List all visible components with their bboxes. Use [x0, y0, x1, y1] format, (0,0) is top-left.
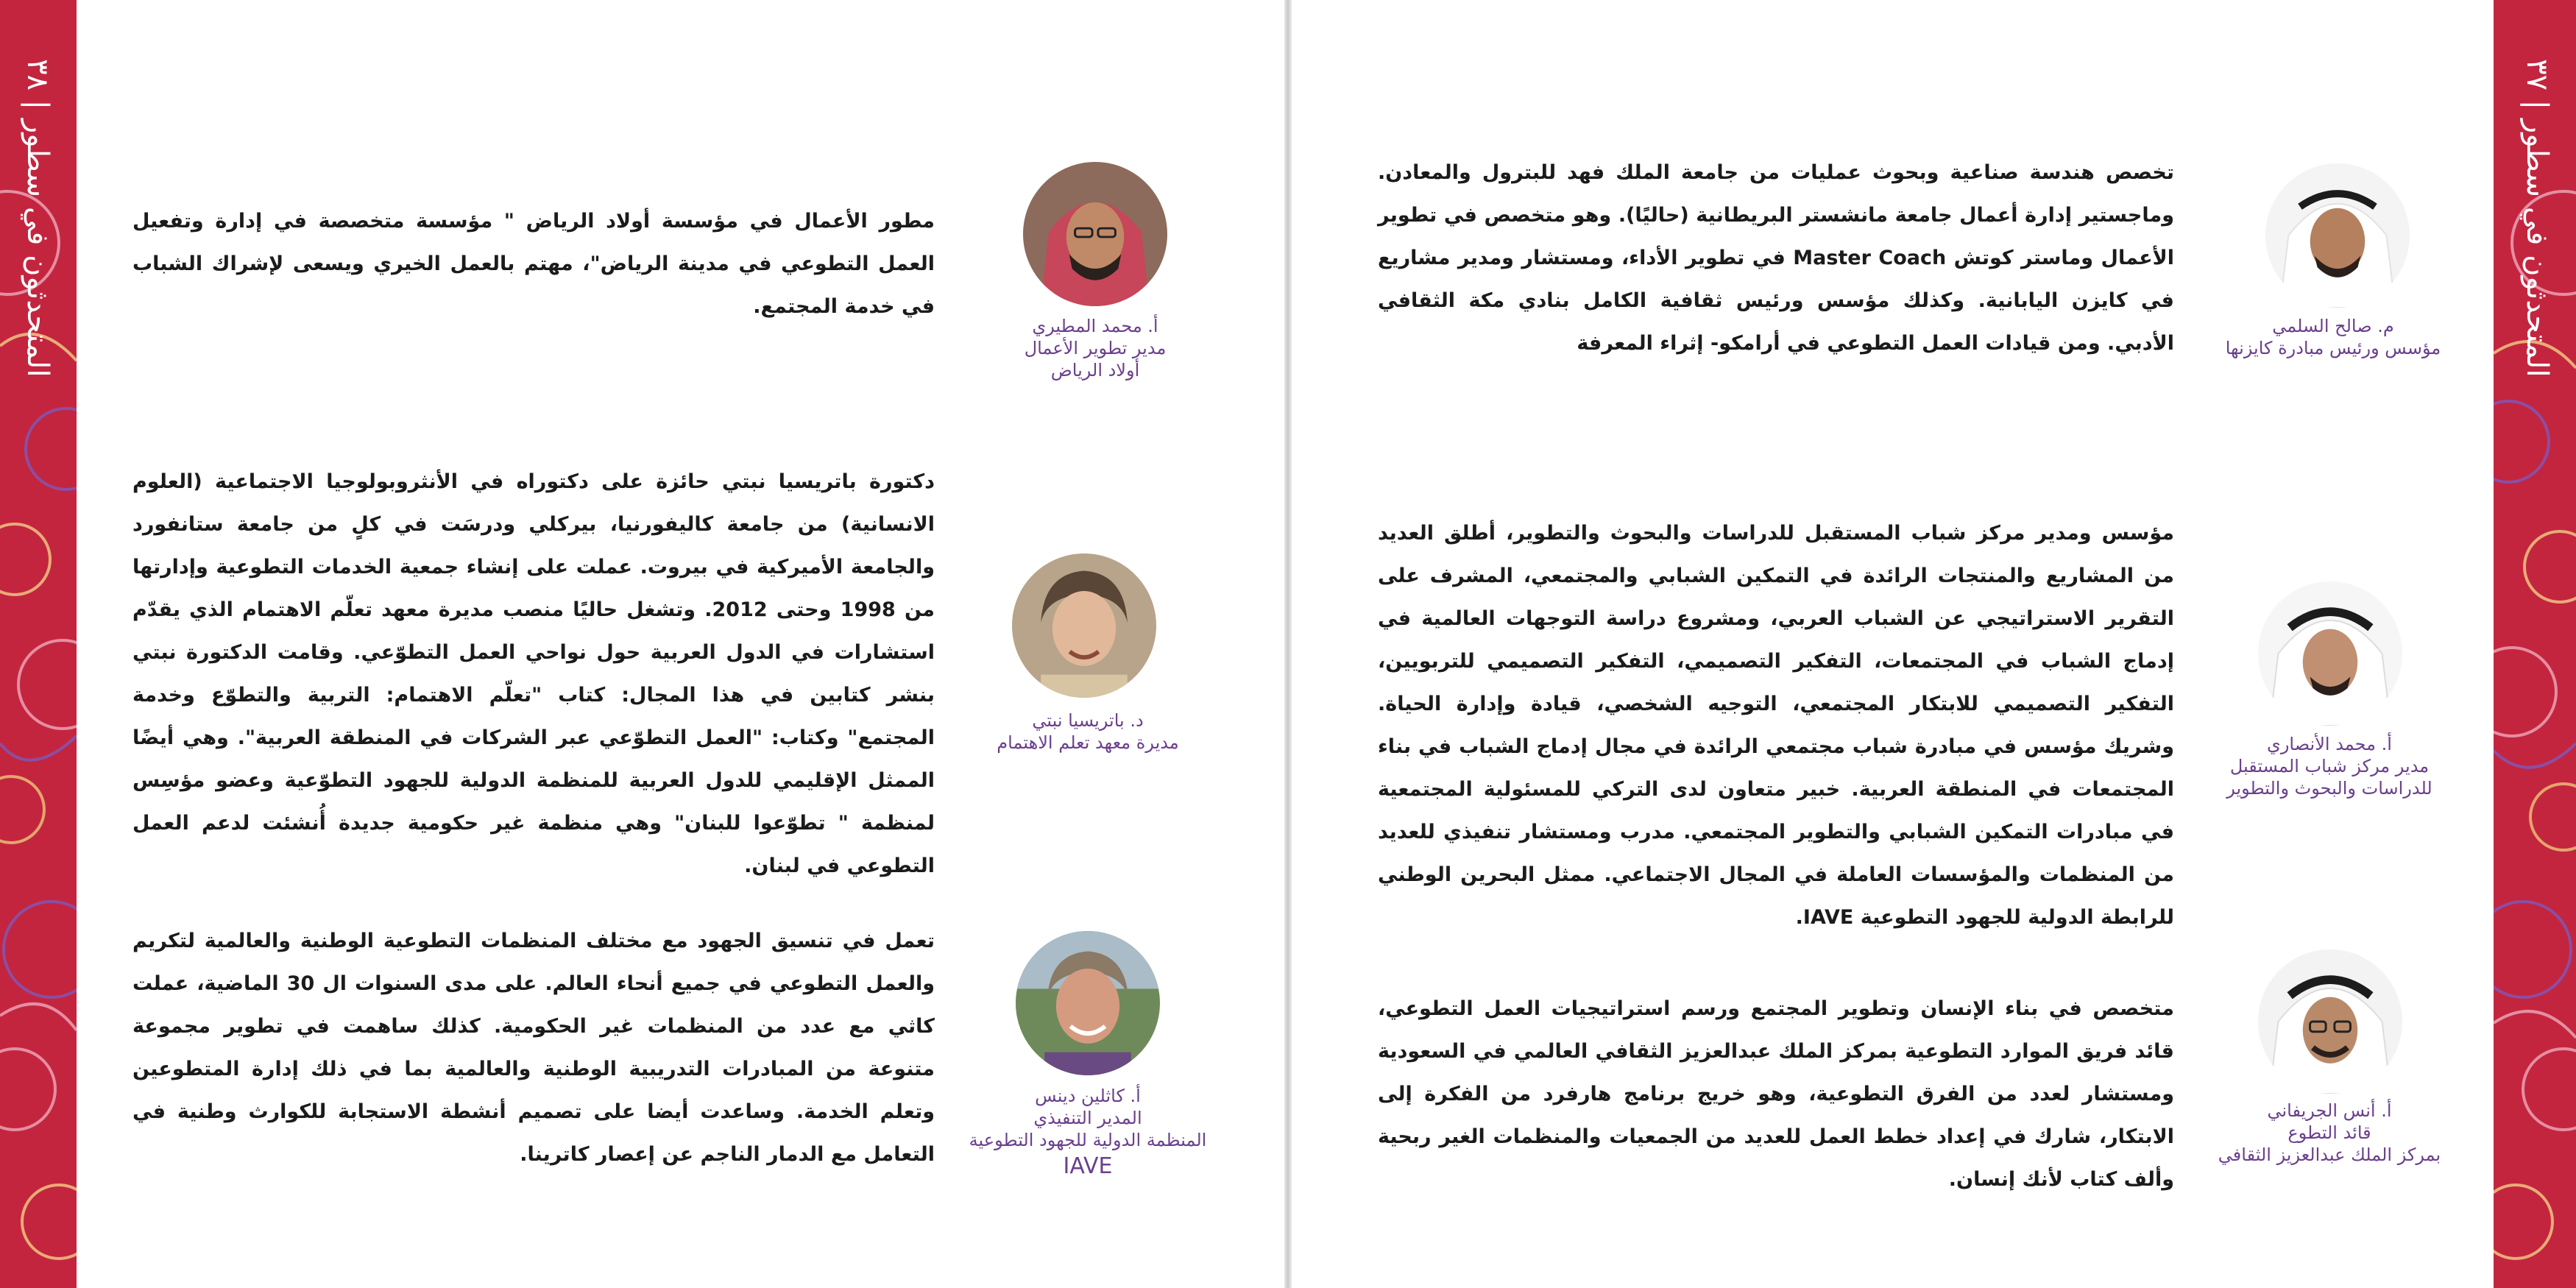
- speaker-bio: مطور الأعمال في مؤسسة أولاد الرياض " مؤسسة متخصصة في إدارة وتفعيل العمل التطوعي في مدينة الرياض"، مهتم بالعمل الخيري ويسعى لإشراك الشباب في خدمة المجتمع.: [132, 210, 935, 318]
- speaker-photo: [2258, 581, 2402, 726]
- running-header-left: المتحدثون في سطور | ٣٨: [21, 59, 54, 378]
- speaker-title: مدير مركز شباب المستقبل: [2229, 756, 2430, 776]
- speaker-bio: متخصص في بناء الإنسان وتطوير المجتمع ورسم استراتيجيات العمل التطوعي، قائد فريق الموارد التطوعية بمركز الملك عبدالعزيز الثقافي العالمي في السعودية ومستشار لعدد من الفرق التطوعية، وهو خريج برنامج هارفرد من الفكرة إلى الابتكار، شارك في إعداد خطط العمل للعديد من الجمعيات والمنظمات الغير ربحية وألف كتاب لأنك إنسان.: [1378, 997, 2174, 1191]
- right-decorative-band: [2494, 0, 2576, 1288]
- speaker-title: المدير التنفيذي: [1033, 1108, 1142, 1128]
- speaker-title: قائد التطوع: [2287, 1122, 2371, 1143]
- iave-label: IAVE: [1063, 1153, 1113, 1179]
- speaker-title: مؤسس ورئيس مبادرة كايزنها: [2225, 338, 2441, 358]
- speaker-bio: تخصص هندسة صناعية وبحوث عمليات من جامعة الملك فهد للبترول والمعادن. وماجستير إدارة أعمال جامعة مانشستر البريطانية (حاليًا). وهو متخصص في تطوير الأعمال وماستر كوتش Master Coach في تطوير الأداء، ومستشار ومدير مشاريع في كايزن اليابانية. وكذلك مؤسس ورئيس ثقافية الكامل بنادي مكة الثقافي الأدبي. ومن قيادات العمل التطوعي في أرامكو- إثراء المعرفة: [1378, 161, 2174, 355]
- speaker-bio: مؤسس ومدير مركز شباب المستقبل للدراسات والبحوث والتطوير، أطلق العديد من المشاريع والمنتجات الرائدة في التمكين الشبابي والمجتمعي، المشرف على التقرير الاستراتيجي عن الشباب العربي، ومشروع دراسة التوجهات العالمية في إدماج الشباب في المجتمعات، التفكير التصميمي، التفكير التصميمي للتربويين، التفكير التصميمي للابتكار المجتمعي، التوجيه الشخصي، قيادة وإدارة الحياة. وشريك مؤسس في مبادرة شباب مجتمعي الرائدة في مجال إدماج الشباب في بناء المجتمعات في المنطقة العربية. خبير متعاون لدى التركي للمسئولية المجتمعية في مبادرات التمكين الشبابي والتطوير المجتمعي. مدرب ومستشار تنفيذي للعديد من المنظمات والمؤسسات العاملة في المجال الاجتماعي. ممثل البحرين الوطني للرابطة الدولية للجهود التطوعية IAVE.: [1378, 522, 2174, 929]
- speaker-name: أ. محمد المطيري: [1032, 316, 1158, 336]
- speaker-photo: [1016, 931, 1160, 1075]
- speaker-name: م. صالح السلمي: [2272, 316, 2394, 336]
- speaker-title: للدراسات والبحوث والتطوير: [2226, 778, 2432, 799]
- left-decorative-band: [0, 0, 77, 1288]
- running-header-right: المتحدثون في سطور | ٣٧: [2520, 59, 2554, 378]
- speaker-title: بمركز الملك عبدالعزيز الثقافي: [2218, 1144, 2441, 1165]
- speaker-title: المنظمة الدولية للجهود التطوعية: [969, 1130, 1207, 1150]
- speaker-name: أ. أنس الجريفاني: [2267, 1100, 2392, 1121]
- speaker-photo: [1023, 162, 1167, 306]
- speaker-name: أ. كاثلين دينس: [1035, 1086, 1141, 1106]
- speaker-name: د. باتريسيا نبتي: [1032, 710, 1144, 731]
- speaker-photo: [1012, 553, 1156, 698]
- speaker-name: أ. محمد الأنصاري: [2267, 734, 2392, 754]
- speaker-bio: تعمل في تنسيق الجهود مع مختلف المنظمات التطوعية الوطنية والعالمية لتكريم والعمل التطوعي في جميع أنحاء العالم. على مدى السنوات ال 30 الماضية، عملت كاثي مع عدد من المنظمات غير الحكومية. كذلك ساهمت في تطوير مجموعة متنوعة من المبادرات التدريبية الوطنية والعالمية بما في ذلك إدارة المتطوعين وتعلم الخدمة. وساعدت أيضا على تصميم أنشطة الاستجابة للكوارث وطنية في التعامل مع الدمار الناجم عن إعصار كاترينا.: [132, 930, 935, 1166]
- speaker-photo: [2258, 949, 2402, 1094]
- speaker-title: مدير تطوير الأعمال: [1024, 338, 1167, 358]
- page-fold: [1284, 0, 1292, 1288]
- speaker-photo: [2265, 163, 2410, 308]
- speaker-title: مديرة معهد تعلم الاهتمام: [997, 732, 1179, 753]
- speaker-title: أولاد الرياض: [1050, 360, 1140, 381]
- speaker-bio: دكتورة باتريسيا نبتي حائزة على دكتوراه في الأنثروبولوجيا الاجتماعية (العلوم الانسانية) من جامعة كاليفورنيا، بيركلي ودرسَت في كلٍ من جامعة ستانفورد والجامعة الأميركية في بيروت. عملت على إنشاء جمعية الخدمات التطوعية وإدارتها من 1998 وحتى 2012. وتشغل حاليًا منصب مديرة معهد تعلّم الاهتمام الذي يقدّم استشارات في الدول العربية حول نواحي العمل التطوّعي. وقامت الدكتورة نبتي بنشر كتابين في هذا المجال: كتاب "تعلّم الاهتمام: التربية والتطوّع وخدمة المجتمع" وكتاب: "العمل التطوّعي عبر الشركات في المنطقة العربية". وهي أيضًا الممثل الإقليمي للدول العربية للمنظمة الدولية للجهود التطوّعية وعضو مؤسِس لمنظمة " تطوّعوا للبنان" وهي منظمة غير حكومية جديدة أُنشئت لدعم العمل التطوعي في لبنان.: [132, 470, 935, 877]
